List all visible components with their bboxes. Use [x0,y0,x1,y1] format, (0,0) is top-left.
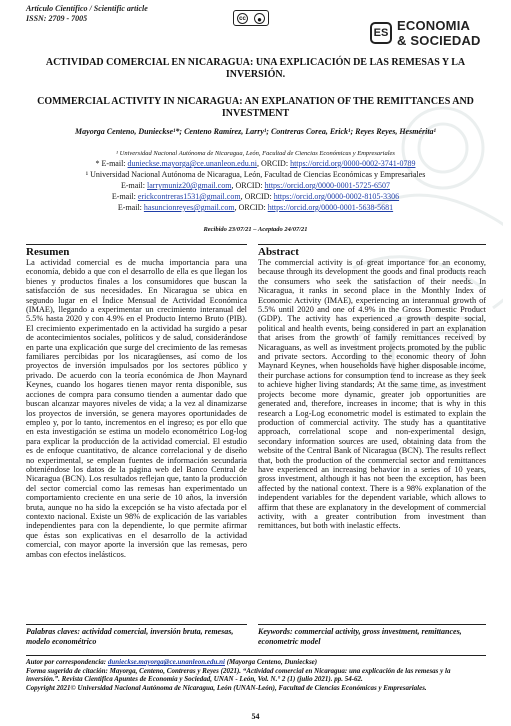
resumen-text: La actividad comercial es de mucha importancia para una economía, debido a que con el desarrollo de ella es que llegan los bienes y productos finales a los consumidores que buscan la satisfacción de sus necesidades. En Nicaragua se ubica en segundo lugar en el Índice Mensual de Actividad Económica (IMAE), llegando a experimentar un crecimiento interanual del 5.5% hasta 2020 y con 4.9% en el Producto Interno Bruto (PIB). El crecimiento experimentado en la actividad ha surgido a pesar de acontecimientos sociales, políticos y de salud, considerándose en parte una explicación que surge del crecimiento de las remesas familiares percibidas por los nicaragüenses, así como de los proyectos de inversión impulsados por los sectores público y privado. De acuerdo con la teoría económica de Jhon Maynard Keynes, cuando los hogares tienen mayor renta disponible, sus acciones de compra para consumo tienden a aumentar dado que buscan alcanzar mayores niveles de vida; a la vez al dinamizarse los proyectos de inversión, se genera mayores oportunidades de empleo y, por lo tanto, incrementos en el ingreso; es por ello que en esta investigación se estima un modelo econométrico Log-log para explicar la producción de la actividad comercial. El estudio es de enfoque cuantitativo, de alcance correlacional y de diseño no experimental, se emplean fuentes de información secundaria obteniéndose los datos de la página web del Banco Central de Nicaragua (BCN). Los resultados reflejan que, tanto la producción del sector comercial como las remesas han experimentado un comportamiento creciente en una serie de 10 años, la inversión bruta, aunque no ha sido la excepción se ha visto afectada por el contexto nacional. Existe un 98% de explicación de las variables independientes para con la dependiente, lo que permite afirmar que éstas son explicativas en el desarrollo de la actividad comercial, con mayor aporte la inversión que las remesas, pero ambas con efectos inelásticos. [26,258,247,559]
contact-line-3: E-mail: erickcontreras1531@gmail.com, ORCID: https://orcid.org/0000-0002-8105-3306 [111,192,400,201]
resumen-section [26,246,247,559]
abstract-keywords: Keywords: commercial activity, gross investment, remittances, econometric model [258,627,462,646]
divider [26,655,486,656]
abstract-section [258,246,486,531]
by-person-icon: ● [254,13,265,24]
journal-logo-icon: ES [370,22,392,44]
orcid-link[interactable]: https://orcid.org/0000-0002-8105-3306 [273,192,400,201]
title-spanish: ACTIVIDAD COMERCIAL EN NICARAGUA: UNA EXPLICACIÓN DE LAS REMESAS Y LA INVERSIÓN. [45,57,466,80]
cc-icon: cc [237,13,248,24]
title-english: COMMERCIAL ACTIVITY IN NICARAGUA: AN EXPLANATION OF THE REMITTANCES AND INVESTMENT [37,96,474,119]
contact-line-1: * E-mail: dunieckse.mayorga@ce.unanleon.edu.ni, ORCID: https://orcid.org/0000-0002-3741-0789 [95,159,416,168]
abstract-text: The commercial activity is of great importance for an economy, because through its development the goods and final products reach the consumers who seek the satisfaction of their needs. In Nicaragua, it ranks in second place in the Monthly Index of Economic Activity (IMAE), experiencing an interannual growth of 5.5% until 2020 and one of 4.9% in the Gross Domestic Product (GDP). The activity has experienced a growth despite social, political and health events, being considered in part an explanation that arises from the growth of family remittances received by Nicaraguans, as well as investment projects promoted by the public and private sectors. According to the economic theory of John Maynard Keynes, when households have higher disposable income, their purchase actions for consumption tend to increase as they seek to achieve higher living standards; At the same time, as investment projects become more dynamic, greater job opportunities are generated and, therefore, increases in income; that is why in this research a Log-Log econometric model is estimated to explain the production of commercial activity. The study has a quantitative approach, correlational scope and non-experimental design, secondary information sources are used, obtaining data from the website of the Central Bank of Nicaragua (BCN). The results reflect that, both the production of the commercial sector and remittances have experienced an increasing behavior in a series of 10 years, gross investment, although it has not been the exception, has been affected by the national context. There is a 98% explanation of the independent variables for the dependent variable, which allows to affirm that these are explanatory in the development of commercial activity, with a greater contribution from investment than remittances, but both with inelastic effects. [258,258,486,531]
email-link[interactable]: erickcontreras1531@gmail.com [137,192,241,201]
logo-line-1: ECONOMIA [397,18,471,33]
divider [258,624,486,625]
email-link[interactable]: dunieckse.mayorga@ce.unanleon.edu.ni [127,159,257,168]
abstract-heading: Abstract [258,246,299,258]
email-link[interactable]: hasuncionreyes@gmail.com [143,203,235,212]
corresponding-email-link[interactable]: dunieckse.mayorga@ce.unanleon.edu.ni [107,658,225,666]
divider [26,244,247,245]
affiliation-2: ¹ Universidad Nacional Autónoma de Nicaragua, León, Facultad de Ciencias Económicas y Empresariales [85,170,426,179]
journal-logo-text [397,19,481,48]
orcid-link[interactable]: https://orcid.org/0000-0001-5725-6507 [264,181,390,190]
suggested-citation: Forma sugerida de citación: Mayorga, Centeno, Contreras y Reyes (2021). “Actividad comercial en Nicaragua: una explicación de las remesas y la inversión.”. Revista Científica Apuntes de Economía y Sociedad, UNAN - León, Vol. N.° 2 (1) (julio 2021). pp. 54-62. [26,666,451,684]
resumen-keywords: Palabras claves: actividad comercial, inversión bruta, remesas, modelo econométrico [26,627,234,646]
copyright-notice: Copyright 2021© Universidad Nacional Autónoma de Nicaragua, León (UNAN-León), Facultad de Ciencias Económicas y Empresariales. [26,683,427,692]
orcid-link[interactable]: https://orcid.org/0000-0002-3741-0789 [290,159,416,168]
logo-line-2: & SOCIEDAD [397,32,481,48]
received-accepted-dates: Recibido 23/07/21 – Aceptado 24/07/21 [203,226,308,233]
divider [26,624,247,625]
page-number: 54 [251,712,260,721]
corresponding-author: Autor por correspondencia: dunieckse.mayorga@ce.unanleon.edu.ni (Mayorga Centeno, Dunieckse) [26,658,318,666]
email-link[interactable]: larrymuniz20@gmail.com [147,181,232,190]
journal-issn: ISSN: 2709 - 7005 [26,13,88,23]
journal-type: Artículo Científico / Scientific article [26,4,148,13]
orcid-link[interactable]: https://orcid.org/0000-0001-5638-5681 [267,203,394,212]
contact-line-2: E-mail: larrymuniz20@gmail.com, ORCID: https://orcid.org/0000-0001-5725-6507 [121,181,390,190]
contact-line-4: E-mail: hasuncionreyes@gmail.com, ORCID: https://orcid.org/0000-0001-5638-5681 [117,203,394,212]
resumen-heading: Resumen [26,246,70,258]
cc-license-badge[interactable] [233,10,269,26]
author-list: Mayorga Centeno, Dunieckse¹*; Centeno Ramírez, Larry¹; Contreras Corea, Erick¹; Reyes Reyes, Hesmérita¹ [75,127,436,136]
affiliation-1: ¹ Universidad Nacional Autónoma de Nicaragua, León, Facultad de Ciencias Económicas y Empresariales [116,150,395,157]
footer-notes [26,658,486,692]
journal-header [26,4,148,23]
divider [258,244,486,245]
